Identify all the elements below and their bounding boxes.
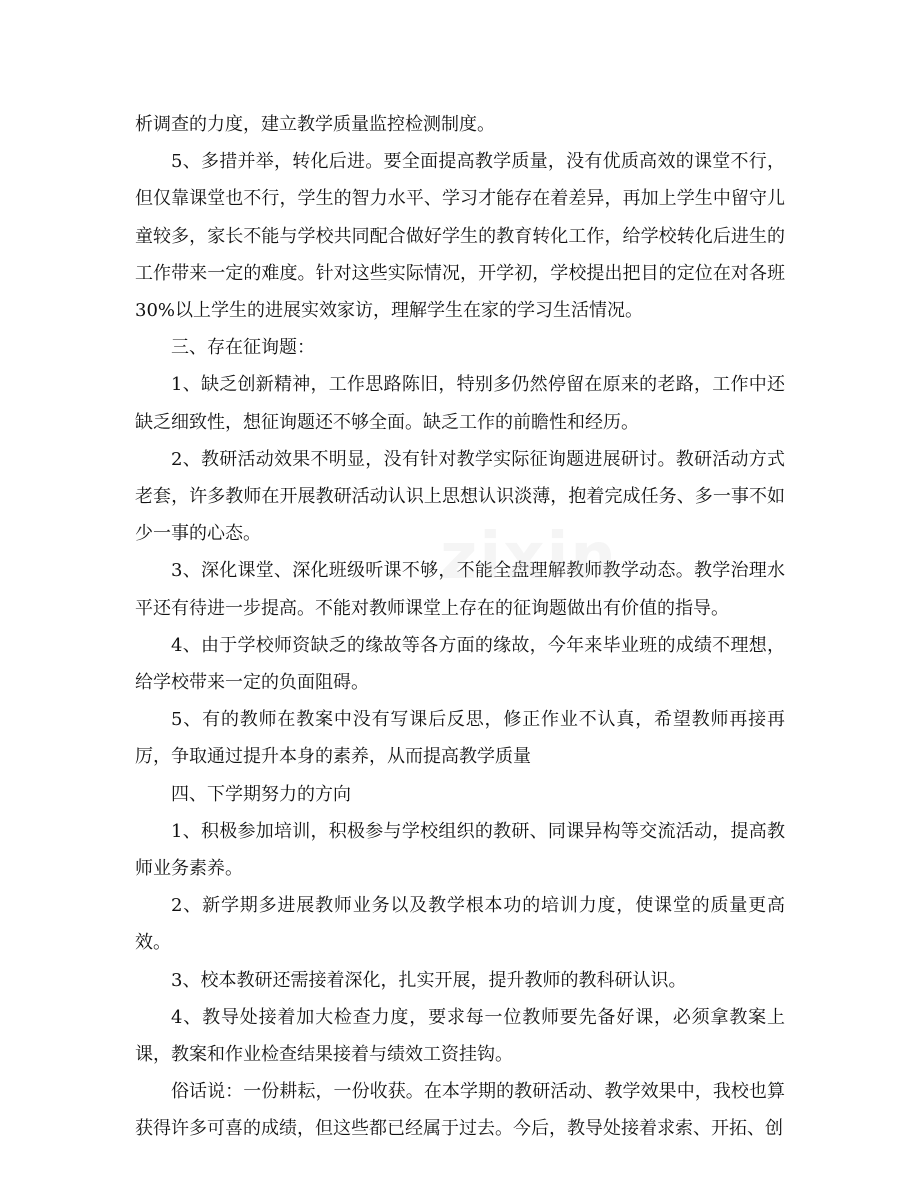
paragraph-direction-3: 3、校本教研还需接着深化，扎实开展，提升教师的教科研认识。 — [171, 969, 687, 991]
paragraph-item-5-progress: 5、多措并举，转化后进。要全面提高教学质量，没有优质高效的课堂不行，但仅靠课堂也不行，学生的智力水平、学习才能存在着差异，再加上学生中留守儿童较多，家长不能与学校共同配合做好学生的教育转化工作，给学校转化后进生的工作带来一定的难度。针对这些实际情况，开学初，学校提出把目的定位在对各班 30%以上学生的进展实效家访，理解学生在家的学习生活情况。 — [135, 151, 785, 322]
paragraph-direction-1: 1、积极参加培训，积极参与学校组织的教研、同课异构等交流活动，提高教师业务素养。 — [135, 820, 785, 880]
paragraph-problem-5: 5、有的教师在教案中没有写课后反思，修正作业不认真，希望教师再接再厉，争取通过提升本身的素养，从而提高教学质量 — [135, 709, 785, 768]
paragraph-direction-4: 4、教导处接着加大检查力度，要求每一位教师要先备好课，必须拿教案上课，教案和作业检查结果接着与绩效工资挂钩。 — [135, 1006, 785, 1066]
section-heading-direction: 四、下学期努力的方向 — [171, 783, 351, 805]
watermark-logo: zixin — [440, 520, 618, 594]
document-body — [135, 106, 785, 1148]
paragraph-conclusion: 俗话说：一份耕耘，一份收获。在本学期的教研活动、教学效果中，我校也算获得许多可喜的成绩，但这些都已经属于过去。今后，教导处接着求索、开拓、创 — [135, 1081, 785, 1140]
paragraph-problem-2: 2、教研活动效果不明显，没有针对教学实际征询题进展研讨。教研活动方式老套，许多教师在开展教研活动认识上思想认识淡薄，抱着完成任务、多一事不如少一事的心态。 — [135, 448, 785, 545]
section-heading-problems: 三、存在征询题： — [171, 337, 315, 359]
paragraph-problem-1: 1、缺乏创新精神，工作思路陈旧，特别多仍然停留在原来的老路，工作中还缺乏细致性，想征询题还不够全面。缺乏工作的前瞻性和经历。 — [135, 374, 785, 433]
paragraph-problem-3: 3、深化课堂、深化班级听课不够，不能全盘理解教师教学动态。教学治理水平还有待进一步提高。不能对教师课堂上存在的征询题做出有价值的指导。 — [135, 560, 785, 619]
paragraph-continuation: 析调查的力度，建立教学质量监控检测制度。 — [135, 114, 495, 135]
paragraph-direction-2: 2、新学期多进展教师业务以及教学根本功的培训力度，使课堂的质量更高效。 — [135, 895, 785, 954]
paragraph-problem-4: 4、由于学校师资缺乏的缘故等各方面的缘故，今年来毕业班的成绩不理想，给学校带来一定的负面阻碍。 — [135, 634, 785, 694]
